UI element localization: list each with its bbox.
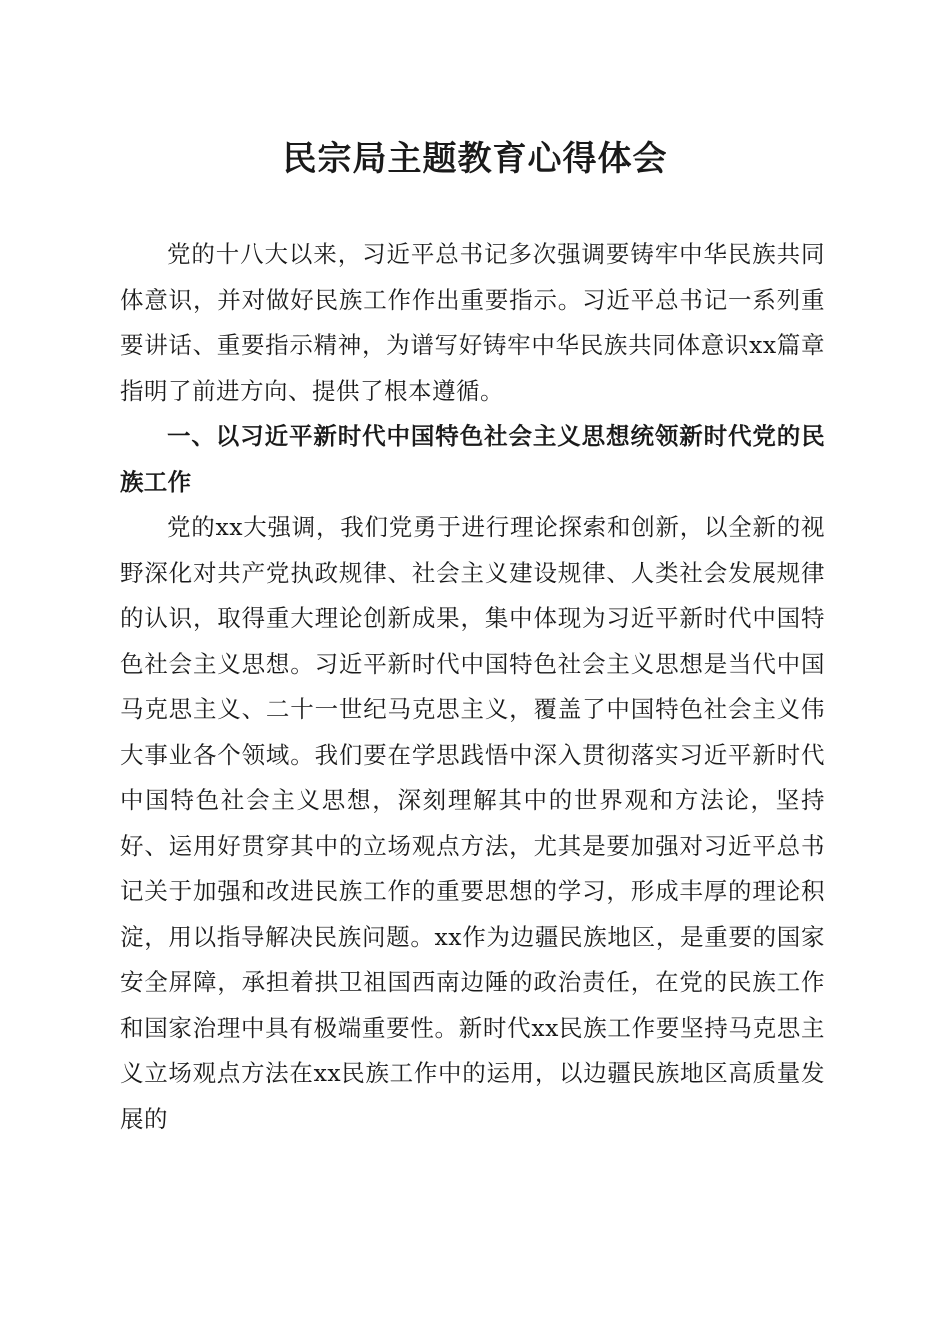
- document-body: [120, 232, 825, 1142]
- section-1-paragraph: 党的xx大强调，我们党勇于进行理论探索和创新，以全新的视野深化对共产党执政规律、社会主义建设规律、人类社会发展规律的认识，取得重大理论创新成果，集中体现为习近平新时代中国特色社会主义思想。习近平新时代中国特色社会主义思想是当代中国马克思主义、二十一世纪马克思主义，覆盖了中国特色社会主义伟大事业各个领域。我们要在学思践悟中深入贯彻落实习近平新时代中国特色社会主义思想，深刻理解其中的世界观和方法论，坚持好、运用好贯穿其中的立场观点方法，尤其是要加强对习近平总书记关于加强和改进民族工作的重要思想的学习，形成丰厚的理论积淀，用以指导解决民族问题。xx作为边疆民族地区，是重要的国家安全屏障，承担着拱卫祖国西南边陲的政治责任，在党的民族工作和国家治理中具有极端重要性。新时代xx民族工作要坚持马克思主义立场观点方法在xx民族工作中的运用，以边疆民族地区高质量发展的: [120, 513, 825, 1133]
- intro-paragraph: 党的十八大以来，习近平总书记多次强调要铸牢中华民族共同体意识，并对做好民族工作作出重要指示。习近平总书记一系列重要讲话、重要指示精神，为谱写好铸牢中华民族共同体意识xx篇章指明了前进方向、提供了根本遵循。: [120, 240, 825, 405]
- section-1-heading: 一、以习近平新时代中国特色社会主义思想统领新时代党的民族工作: [120, 422, 825, 496]
- document-title: 民宗局主题教育心得体会: [282, 139, 668, 179]
